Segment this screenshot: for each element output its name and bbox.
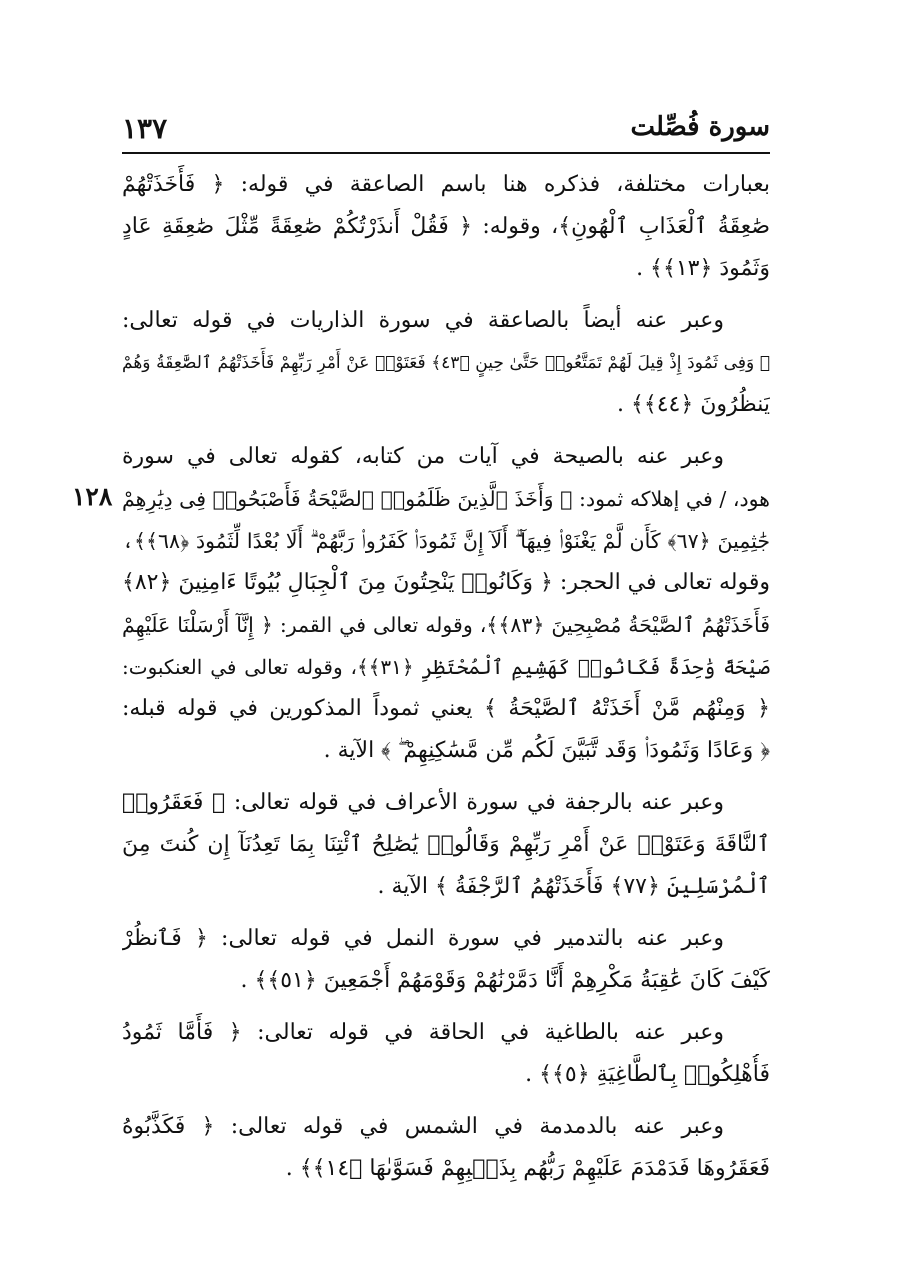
text-line: كَيْفَ كَانَ عَٰقِبَةُ مَكْرِهِمْ أَنَّا دَمَّرْنَٰهُمْ وَقَوْمَهُمْ أَجْمَعِينَ ﴿٥١﴾﴾ .: [240, 968, 770, 993]
page-header: [122, 112, 770, 154]
text-line: وعبر عنه أيضاً بالصاعقة في سورة الذاريات في قوله تعالى:: [122, 308, 724, 333]
page-body: [122, 164, 770, 1200]
text-line: وَثَمُودَ ﴿١٣﴾﴾ .: [636, 256, 770, 281]
text-line: فَعَقَرُوهَا فَدَمْدَمَ عَلَيْهِمْ رَبُّهُم بِذَنۢبِهِمْ فَسَوَّىٰهَا ﴿١٤﴾﴾ .: [285, 1156, 770, 1181]
text-line: وعبر عنه بالطاغية في الحاقة في قوله تعالى: ﴿ فَأَمَّا ثَمُودُ: [122, 1020, 724, 1045]
text-line: ٱلْمُرْسَلِينَ ﴿٧٧﴾ فَأَخَذَتْهُمُ ٱلرَّجْفَةُ ﴾ الآية .: [377, 874, 770, 899]
text-line: هود، / في إهلاكه ثمود: ﴿ وَأَخَذَ ٱلَّذِينَ ظَلَمُوا۟ ٱلصَّيْحَةُ فَأَصْبَحُوا۟ فِى دِيَٰرِهِمْ: [122, 487, 770, 511]
paragraph: [122, 918, 770, 1002]
paragraph: [122, 436, 770, 772]
text-line: يَنظُرُونَ ﴿٤٤﴾﴾ .: [616, 392, 770, 417]
text-line: بعبارات مختلفة، فذكره هنا باسم الصاعقة في قوله: ﴿ فَأَخَذَتْهُمْ: [122, 172, 770, 197]
text-line: جَٰثِمِينَ ﴿٦٧﴾ كَأَن لَّمْ يَغْنَوْا۟ فِيهَآ ۗ أَلَآ إِنَّ ثَمُودَا۟ كَفَرُوا۟ رَبَّهُمْ ۗ أَلَا بُعْدًا لِّثَمُودَ ﴿٦٨﴾﴾،: [122, 529, 770, 553]
text-line: فَأُهْلِكُوا۟ بِٱلطَّاغِيَةِ ﴿٥﴾﴾ .: [525, 1062, 770, 1087]
text-line: فَأَخَذَتْهُمُ ٱلصَّيْحَةُ مُصْبِحِينَ ﴿٨٣﴾﴾، وقوله تعالى في القمر: ﴿ إِنَّآ أَرْسَلْنَا عَلَيْهِمْ: [122, 613, 770, 637]
text-line: وقوله تعالى في الحجر: ﴿ وَكَانُوا۟ يَنْحِتُونَ مِنَ ٱلْجِبَالِ بُيُوتًا ءَامِنِينَ ﴿٨٢﴾: [122, 570, 770, 595]
text-line: ﴿ وَمِنْهُم مَّنْ أَخَذَتْهُ ٱلصَّيْحَةُ ﴾ يعني ثموداً المذكورين في قوله قبله:: [122, 696, 770, 721]
paragraph: [122, 1012, 770, 1096]
text-line: ٱلنَّاقَةَ وَعَتَوْا۟ عَنْ أَمْرِ رَبِّهِمْ وَقَالُوا۟ يَٰصَٰلِحُ ٱئْتِنَا بِمَا تَعِدُنَآ إِن كُنتَ مِنَ: [122, 832, 770, 857]
text-line: صَٰعِقَةُ ٱلْعَذَابِ ٱلْهُونِ﴾، وقوله: ﴿ فَقُلْ أَنذَرْتُكُمْ صَٰعِقَةً مِّثْلَ صَٰعِقَةِ عَادٍ: [122, 214, 770, 239]
text-line: صَيْحَةً وَٰحِدَةً فَكَانُوا۟ كَهَشِيمِ ٱلْمُحْتَظِرِ ﴿٣١﴾﴾، وقوله تعالى في العنكبوت:: [122, 655, 770, 679]
paragraph: [122, 300, 770, 426]
text-line: وعبر عنه بالصيحة في آيات من كتابه، كقوله تعالى في سورة: [122, 444, 724, 469]
surah-title: سورة فُصِّلت: [630, 112, 770, 142]
margin-reference-number: ١٢٨: [72, 482, 113, 511]
text-line: وعبر عنه بالدمدمة في الشمس في قوله تعالى: ﴿ فَكَذَّبُوهُ: [122, 1114, 724, 1139]
paragraph: [122, 782, 770, 908]
text-line: وعبر عنه بالتدمير في سورة النمل في قوله تعالى: ﴿ فَٱنظُرْ: [122, 926, 724, 951]
text-line: ﴿ وَعَادًا وَثَمُودَا۟ وَقَد تَّبَيَّنَ لَكُم مِّن مَّسَٰكِنِهِمْ ۖ ﴾ الآية .: [323, 738, 770, 763]
paragraph: [122, 1106, 770, 1190]
text-line: ﴿ وَفِى ثَمُودَ إِذْ قِيلَ لَهُمْ تَمَتَّعُوا۟ حَتَّىٰ حِينٍ ﴿٤٣﴾ فَعَتَوْا۟ عَنْ أَمْرِ رَبِّهِمْ فَأَخَذَتْهُمُ ٱلصَّٰعِقَةُ وَهُمْ: [122, 353, 770, 373]
paragraph: [122, 164, 770, 290]
page-number: ١٣٧: [122, 112, 168, 145]
text-line: وعبر عنه بالرجفة في سورة الأعراف في قوله تعالى: ﴿ فَعَقَرُوا۟: [122, 790, 724, 815]
